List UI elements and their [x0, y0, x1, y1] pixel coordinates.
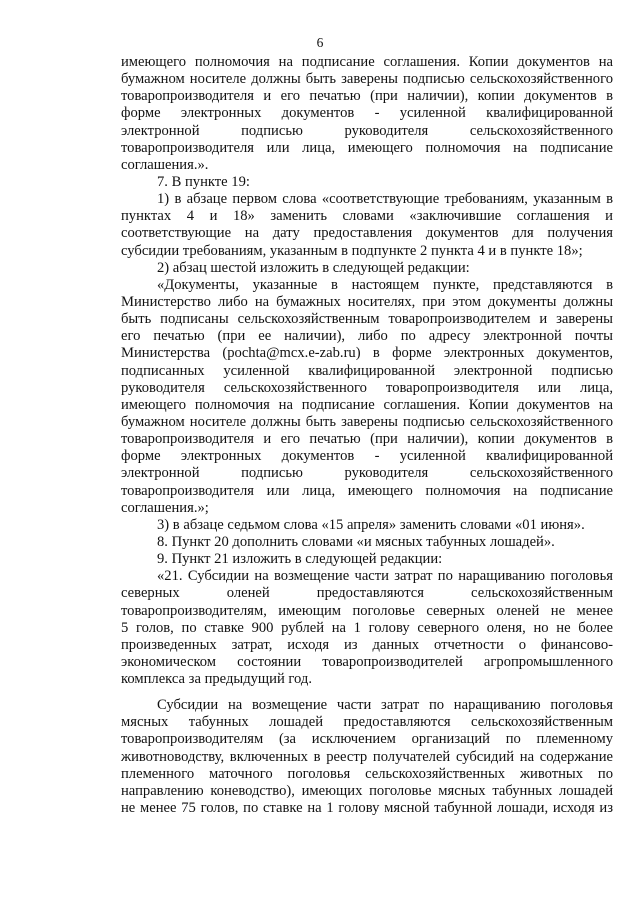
text-line: комплекса за предыдущий год.	[121, 671, 312, 688]
text-line: «21. Субсидии на возмещение части затрат по наращиванию поголовья	[157, 568, 613, 585]
text-line: товаропроизводителям (за исключением организаций по племенному	[121, 731, 613, 748]
text-line: 2) абзац шестой изложить в следующей редакции:	[157, 259, 470, 276]
text-line: Субсидии на возмещение части затрат по наращиванию поголовья	[157, 697, 613, 714]
text-line: электронной подписью руководителя сельскохозяйственного	[121, 122, 613, 139]
text-line: бумажном носителе должны быть заверены подписью сельскохозяйственного	[121, 413, 613, 430]
text-line: субсидии требованиям, указанным в подпункте 2 пункта 4 и в пункте 18»;	[121, 242, 583, 259]
text-line: экономическом состоянии товаропроизводителей агропромышленного	[121, 653, 613, 670]
text-line: товаропроизводителя и его печатью (при наличии), копии документов в	[121, 431, 613, 448]
text-line: 8. Пункт 20 дополнить словами «и мясных табунных лошадей».	[157, 533, 555, 550]
text-line: электронной подписью руководителя сельскохозяйственного	[121, 465, 613, 482]
text-line: соглашения.».	[121, 156, 209, 173]
text-line: не менее 75 голов, по ставке на 1 голову мясной табунной лошади, исходя из	[121, 800, 613, 817]
text-line: 1) в абзаце первом слова «соответствующие требованиям, указанным в	[157, 191, 613, 208]
text-line: 5 голов, по ставке 900 рублей на 1 голову северного оленя, но не более	[121, 619, 613, 636]
text-line: товаропроизводителя или лица, имеющего полномочия на подписание	[121, 482, 613, 499]
text-line: его печатью (при ее наличии), либо по адресу электронной почты	[121, 328, 613, 345]
text-line: произведенных затрат, исходя из данных отчетности о финансово-	[121, 636, 613, 653]
text-line: товаропроизводителям, имеющим поголовье северных оленей не менее	[121, 602, 613, 619]
text-line: форме электронных документов - усиленной квалифицированной	[121, 105, 613, 122]
text-line: направлению коневодство), имеющих поголовье мясных табунных лошадей	[121, 782, 613, 799]
text-line: соглашения.»;	[121, 499, 209, 516]
text-line: 9. Пункт 21 изложить в следующей редакции:	[157, 551, 443, 568]
text-line: племенного маточного поголовья сельскохозяйственных животных по	[121, 765, 613, 782]
text-line: мясных табунных лошадей предоставляются сельскохозяйственным	[121, 714, 613, 731]
text-line: имеющего полномочия на подписание соглашения. Копии документов на	[121, 396, 613, 413]
text-line: «Документы, указанные в настоящем пункте, представляются в	[157, 276, 613, 293]
text-line: товаропроизводителя и его печатью (при наличии), копии документов в	[121, 88, 613, 105]
text-line: подписанных усиленной квалифицированной электронной подписью	[121, 362, 613, 379]
document-body	[121, 54, 613, 817]
text-line: 3) в абзаце седьмом слова «15 апреля» заменить словами «01 июня».	[157, 516, 585, 533]
text-line: быть подписаны сельскохозяйственным товаропроизводителем и заверены	[121, 311, 613, 328]
text-line: Министерства (pochta@mcx.e-zab.ru) в форме электронных документов,	[121, 345, 613, 362]
text-line: животноводству, включенных в реестр получателей субсидий на содержание	[121, 748, 613, 765]
text-line: имеющего полномочия на подписание соглашения. Копии документов на	[121, 54, 613, 70]
page-number: 6	[316, 35, 324, 50]
text-line: форме электронных документов - усиленной квалифицированной	[121, 448, 613, 465]
paragraph-gap	[121, 688, 613, 697]
text-line: соответствующие на дату предоставления документов для получения	[121, 225, 613, 242]
text-line: Министерство либо на бумажных носителях, при этом документы должны	[121, 293, 613, 310]
text-line: пунктах 4 и 18» заменить словами «заключившие соглашения и	[121, 208, 613, 225]
text-line: северных оленей предоставляются сельскохозяйственным	[121, 585, 613, 602]
text-line: руководителя сельскохозяйственного товаропроизводителя или лица,	[121, 379, 613, 396]
text-line: 7. В пункте 19:	[157, 173, 250, 190]
text-line: бумажном носителе должны быть заверены подписью сельскохозяйственного	[121, 71, 613, 88]
text-line: товаропроизводителя или лица, имеющего полномочия на подписание	[121, 139, 613, 156]
